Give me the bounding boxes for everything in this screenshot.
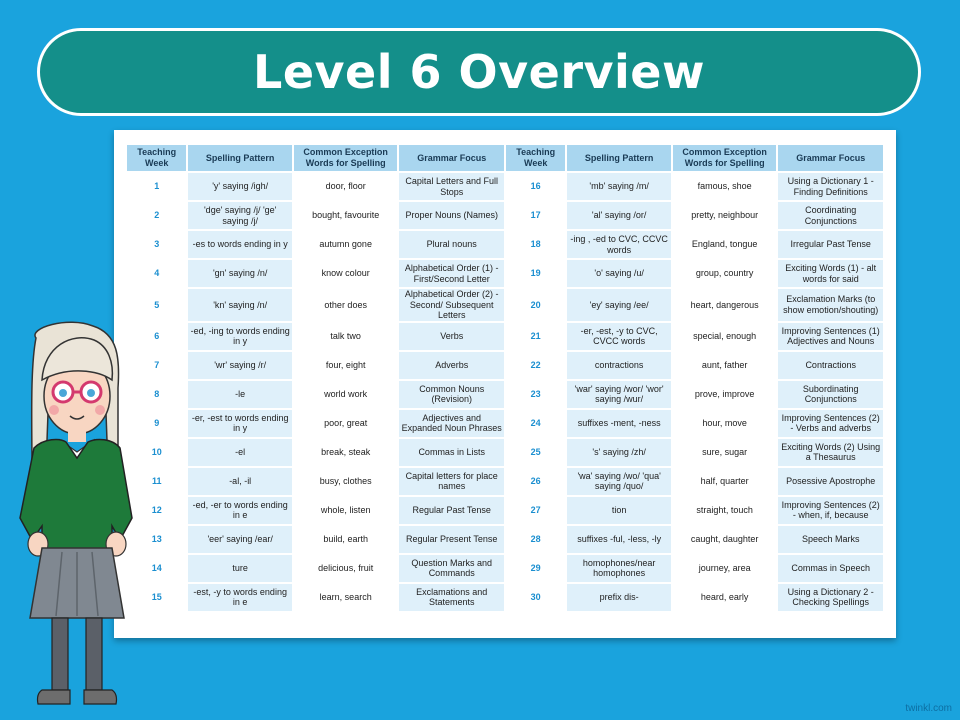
grammar-focus-cell: Posessive Apostrophe: [778, 468, 883, 495]
spelling-pattern-cell: ture: [188, 555, 292, 582]
exception-words-cell: four, eight: [294, 352, 398, 379]
exception-words-cell: heard, early: [673, 584, 777, 611]
week-number-cell: 18: [506, 231, 565, 258]
exception-words-cell: prove, improve: [673, 381, 777, 408]
grammar-focus-cell: Coordinating Conjunctions: [778, 202, 883, 229]
exception-words-cell: caught, daughter: [673, 526, 777, 553]
spelling-pattern-cell: contractions: [567, 352, 671, 379]
grammar-focus-cell: Contractions: [778, 352, 883, 379]
spelling-pattern-cell: -es to words ending in y: [188, 231, 292, 258]
grammar-focus-cell: Adjectives and Expanded Noun Phrases: [399, 410, 504, 437]
grammar-focus-cell: Subordinating Conjunctions: [778, 381, 883, 408]
exception-words-cell: talk two: [294, 323, 398, 350]
exception-words-cell: heart, dangerous: [673, 289, 777, 321]
grammar-focus-cell: Exciting Words (2) Using a Thesaurus: [778, 439, 883, 466]
spelling-pattern-cell: homophones/near homophones: [567, 555, 671, 582]
spelling-pattern-cell: -er, -est, -y to CVC, CVCC words: [567, 323, 671, 350]
spelling-pattern-cell: 'mb' saying /m/: [567, 173, 671, 200]
week-number-cell: 27: [506, 497, 565, 524]
week-number-cell: 2: [127, 202, 186, 229]
table-row: [127, 260, 883, 287]
table-row: [127, 289, 883, 321]
table-row: [127, 439, 883, 466]
header-teaching-week: Teaching Week: [506, 145, 565, 171]
spelling-pattern-cell: 'kn' saying /n/: [188, 289, 292, 321]
grammar-focus-cell: Using a Dictionary 2 - Checking Spellings: [778, 584, 883, 611]
spelling-pattern-cell: 'wa' saying /wo/ 'qua' saying /quo/: [567, 468, 671, 495]
grammar-focus-cell: Exciting Words (1) - alt words for said: [778, 260, 883, 287]
table-header-row: [127, 145, 883, 171]
exception-words-cell: know colour: [294, 260, 398, 287]
spelling-pattern-cell: -al, -il: [188, 468, 292, 495]
grammar-focus-cell: Regular Present Tense: [399, 526, 504, 553]
week-number-cell: 15: [127, 584, 186, 611]
grammar-focus-cell: Plural nouns: [399, 231, 504, 258]
grammar-focus-cell: Improving Sentences (2) - Verbs and adverbs: [778, 410, 883, 437]
week-number-cell: 10: [127, 439, 186, 466]
exception-words-cell: door, floor: [294, 173, 398, 200]
week-number-cell: 22: [506, 352, 565, 379]
week-number-cell: 17: [506, 202, 565, 229]
grammar-focus-cell: Exclamations and Statements: [399, 584, 504, 611]
spelling-pattern-cell: 'o' saying /u/: [567, 260, 671, 287]
grammar-focus-cell: Alphabetical Order (2) - Second/ Subsequent Letters: [399, 289, 504, 321]
spelling-pattern-cell: tion: [567, 497, 671, 524]
spelling-pattern-cell: 'y' saying /igh/: [188, 173, 292, 200]
grammar-focus-cell: Using a Dictionary 1 - Finding Definitions: [778, 173, 883, 200]
week-number-cell: 13: [127, 526, 186, 553]
week-number-cell: 16: [506, 173, 565, 200]
week-number-cell: 4: [127, 260, 186, 287]
week-number-cell: 28: [506, 526, 565, 553]
page-title: Level 6 Overview: [253, 45, 705, 99]
table-row: [127, 352, 883, 379]
spelling-pattern-cell: 's' saying /zh/: [567, 439, 671, 466]
table-row: [127, 410, 883, 437]
spelling-pattern-cell: -ed, -ing to words ending in y: [188, 323, 292, 350]
grammar-focus-cell: Adverbs: [399, 352, 504, 379]
week-number-cell: 5: [127, 289, 186, 321]
spelling-pattern-cell: 'ey' saying /ee/: [567, 289, 671, 321]
grammar-focus-cell: Common Nouns (Revision): [399, 381, 504, 408]
week-number-cell: 1: [127, 173, 186, 200]
exception-words-cell: group, country: [673, 260, 777, 287]
table-row: [127, 202, 883, 229]
header-teaching-week: Teaching Week: [127, 145, 186, 171]
spelling-pattern-cell: suffixes -ful, -less, -ly: [567, 526, 671, 553]
week-number-cell: 29: [506, 555, 565, 582]
spelling-pattern-cell: 'war' saying /wor/ 'wor' saying /wur/: [567, 381, 671, 408]
week-number-cell: 20: [506, 289, 565, 321]
grammar-focus-cell: Commas in Lists: [399, 439, 504, 466]
grammar-focus-cell: Exclamation Marks (to show emotion/shouting): [778, 289, 883, 321]
spelling-pattern-cell: -ing , -ed to CVC, CCVC words: [567, 231, 671, 258]
spelling-pattern-cell: -le: [188, 381, 292, 408]
exception-words-cell: autumn gone: [294, 231, 398, 258]
exception-words-cell: straight, touch: [673, 497, 777, 524]
grammar-focus-cell: Question Marks and Commands: [399, 555, 504, 582]
grammar-focus-cell: Capital Letters and Full Stops: [399, 173, 504, 200]
overview-table-card: [114, 130, 896, 638]
exception-words-cell: whole, listen: [294, 497, 398, 524]
exception-words-cell: build, earth: [294, 526, 398, 553]
spelling-pattern-cell: -er, -est to words ending in y: [188, 410, 292, 437]
exception-words-cell: famous, shoe: [673, 173, 777, 200]
grammar-focus-cell: Proper Nouns (Names): [399, 202, 504, 229]
header-exception-words: Common Exception Words for Spelling: [673, 145, 777, 171]
grammar-focus-cell: Regular Past Tense: [399, 497, 504, 524]
week-number-cell: 25: [506, 439, 565, 466]
exception-words-cell: other does: [294, 289, 398, 321]
spelling-pattern-cell: 'wr' saying /r/: [188, 352, 292, 379]
exception-words-cell: busy, clothes: [294, 468, 398, 495]
week-number-cell: 3: [127, 231, 186, 258]
spelling-pattern-cell: 'gn' saying /n/: [188, 260, 292, 287]
table-row: [127, 323, 883, 350]
table-row: [127, 555, 883, 582]
exception-words-cell: sure, sugar: [673, 439, 777, 466]
exception-words-cell: journey, area: [673, 555, 777, 582]
week-number-cell: 11: [127, 468, 186, 495]
grammar-focus-cell: Verbs: [399, 323, 504, 350]
grammar-focus-cell: Speech Marks: [778, 526, 883, 553]
spelling-pattern-cell: suffixes -ment, -ness: [567, 410, 671, 437]
exception-words-cell: delicious, fruit: [294, 555, 398, 582]
week-number-cell: 9: [127, 410, 186, 437]
grammar-focus-cell: Alphabetical Order (1) - First/Second Letter: [399, 260, 504, 287]
week-number-cell: 12: [127, 497, 186, 524]
header-exception-words: Common Exception Words for Spelling: [294, 145, 398, 171]
table-row: [127, 231, 883, 258]
grammar-focus-cell: Irregular Past Tense: [778, 231, 883, 258]
week-number-cell: 26: [506, 468, 565, 495]
spelling-pattern-cell: 'dge' saying /j/ 'ge' saying /j/: [188, 202, 292, 229]
spelling-pattern-cell: -el: [188, 439, 292, 466]
exception-words-cell: hour, move: [673, 410, 777, 437]
exception-words-cell: pretty, neighbour: [673, 202, 777, 229]
week-number-cell: 30: [506, 584, 565, 611]
title-banner: [37, 28, 921, 116]
week-number-cell: 6: [127, 323, 186, 350]
grammar-focus-cell: Commas in Speech: [778, 555, 883, 582]
week-number-cell: 21: [506, 323, 565, 350]
grammar-focus-cell: Improving Sentences (1) Adjectives and Nouns: [778, 323, 883, 350]
exception-words-cell: learn, search: [294, 584, 398, 611]
week-number-cell: 7: [127, 352, 186, 379]
grammar-focus-cell: Capital letters for place names: [399, 468, 504, 495]
spelling-pattern-cell: 'al' saying /or/: [567, 202, 671, 229]
week-number-cell: 19: [506, 260, 565, 287]
exception-words-cell: break, steak: [294, 439, 398, 466]
table-row: [127, 526, 883, 553]
header-grammar-focus: Grammar Focus: [399, 145, 504, 171]
table-row: [127, 381, 883, 408]
grammar-focus-cell: Improving Sentences (2) - when, if, because: [778, 497, 883, 524]
spelling-pattern-cell: -est, -y to words ending in e: [188, 584, 292, 611]
table-row: [127, 497, 883, 524]
overview-table: [125, 143, 885, 613]
spelling-pattern-cell: prefix dis-: [567, 584, 671, 611]
table-row: [127, 468, 883, 495]
spelling-pattern-cell: -ed, -er to words ending in e: [188, 497, 292, 524]
spelling-pattern-cell: 'eer' saying /ear/: [188, 526, 292, 553]
exception-words-cell: poor, great: [294, 410, 398, 437]
week-number-cell: 14: [127, 555, 186, 582]
header-grammar-focus: Grammar Focus: [778, 145, 883, 171]
exception-words-cell: England, tongue: [673, 231, 777, 258]
girl-illustration: [8, 318, 143, 714]
week-number-cell: 24: [506, 410, 565, 437]
header-spelling-pattern: Spelling Pattern: [567, 145, 671, 171]
week-number-cell: 23: [506, 381, 565, 408]
exception-words-cell: half, quarter: [673, 468, 777, 495]
exception-words-cell: world work: [294, 381, 398, 408]
brand-label: twinkl.com: [905, 703, 952, 714]
exception-words-cell: aunt, father: [673, 352, 777, 379]
table-row: [127, 584, 883, 611]
header-spelling-pattern: Spelling Pattern: [188, 145, 292, 171]
exception-words-cell: bought, favourite: [294, 202, 398, 229]
exception-words-cell: special, enough: [673, 323, 777, 350]
week-number-cell: 8: [127, 381, 186, 408]
table-row: [127, 173, 883, 200]
